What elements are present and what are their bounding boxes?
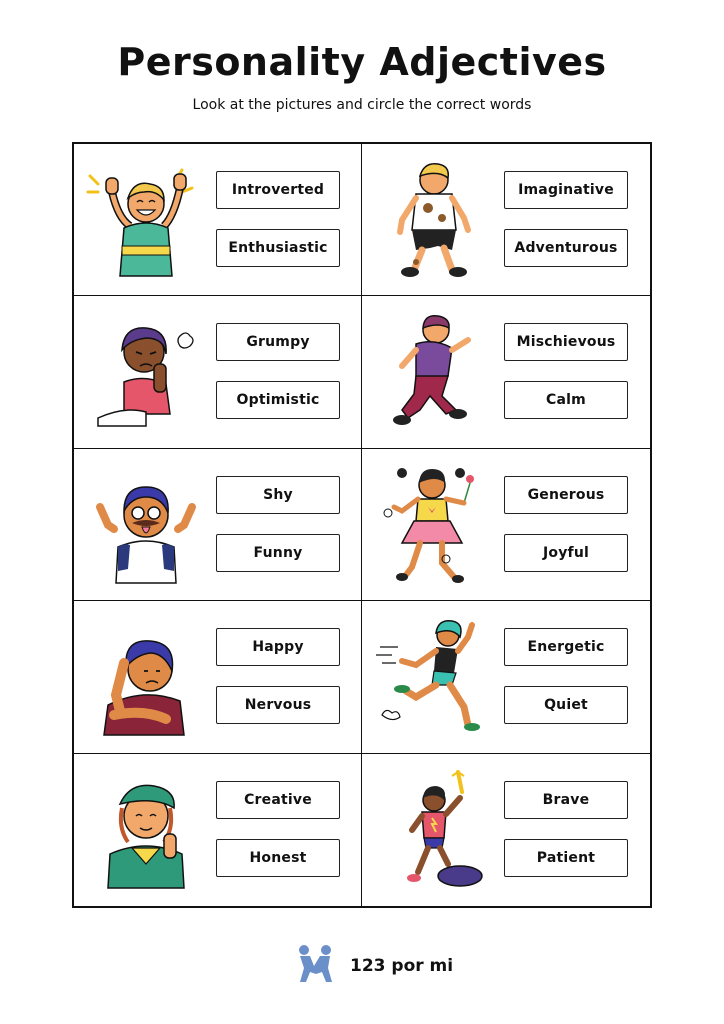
word-option[interactable]: Brave xyxy=(504,781,628,819)
muddy-boy-illustration xyxy=(372,158,496,280)
word-option[interactable]: Funny xyxy=(216,534,340,572)
footer-brand xyxy=(292,944,453,988)
word-option[interactable]: Imaginative xyxy=(504,171,628,209)
word-option[interactable]: Grumpy xyxy=(216,323,340,361)
word-option[interactable]: Honest xyxy=(216,839,340,877)
word-option[interactable]: Nervous xyxy=(216,686,340,724)
silly-face-man-illustration xyxy=(84,463,208,585)
exercise-cell xyxy=(74,449,362,601)
frowning-girl-illustration xyxy=(84,310,208,432)
footer-brand-text: 123 por mi xyxy=(350,956,454,976)
word-option[interactable]: Quiet xyxy=(504,686,628,724)
exercise-cell xyxy=(362,296,650,448)
exercise-cell xyxy=(74,296,362,448)
children-logo-icon xyxy=(292,942,340,990)
running-woman-illustration xyxy=(372,615,496,737)
word-option[interactable]: Mischievous xyxy=(504,323,628,361)
word-option[interactable]: Happy xyxy=(216,628,340,666)
word-option[interactable]: Creative xyxy=(216,781,340,819)
word-option[interactable]: Optimistic xyxy=(216,381,340,419)
sneaking-boy-illustration xyxy=(372,310,496,432)
word-option[interactable]: Patient xyxy=(504,839,628,877)
word-option[interactable]: Calm xyxy=(504,381,628,419)
worried-boy-illustration xyxy=(84,615,208,737)
cheering-boy-illustration xyxy=(84,158,208,280)
flower-girl-illustration xyxy=(372,463,496,585)
exercise-cell xyxy=(74,754,362,906)
word-option[interactable]: Adventurous xyxy=(504,229,628,267)
word-option[interactable]: Joyful xyxy=(504,534,628,572)
exercise-cell xyxy=(74,601,362,753)
hero-kid-illustration xyxy=(372,768,496,890)
exercise-cell xyxy=(362,449,650,601)
exercise-cell xyxy=(74,144,362,296)
instructions: Look at the pictures and circle the correct words xyxy=(192,97,532,113)
exercise-cell xyxy=(362,601,650,753)
exercise-cell xyxy=(362,144,650,296)
page-title: Personality Adjectives xyxy=(117,40,607,84)
word-option[interactable]: Energetic xyxy=(504,628,628,666)
word-option[interactable]: Generous xyxy=(504,476,628,514)
exercise-cell xyxy=(362,754,650,906)
word-option[interactable]: Shy xyxy=(216,476,340,514)
word-option[interactable]: Introverted xyxy=(216,171,340,209)
exercise-grid xyxy=(72,142,652,908)
scout-girl-illustration xyxy=(84,768,208,890)
word-option[interactable]: Enthusiastic xyxy=(216,229,340,267)
